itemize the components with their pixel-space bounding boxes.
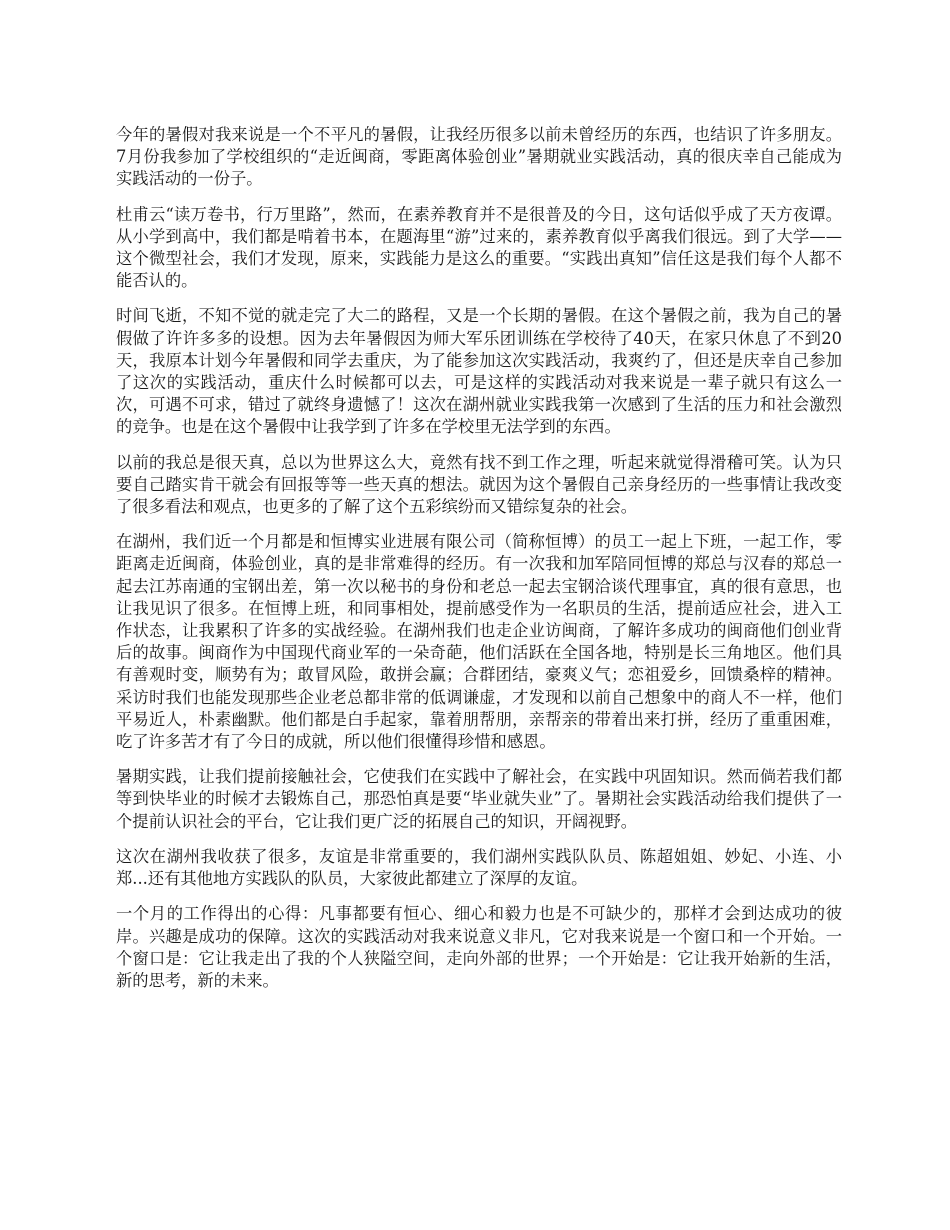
paragraph-7: 这次在湖州我收获了很多，友谊是非常重要的，我们湖州实践队队员、陈超姐姐、妙妃、小连、小郑...还有其他地方实践队的队员，大家彼此都建立了深厚的友谊。 [116, 846, 842, 889]
paragraph-4: 以前的我总是很天真，总以为世界这么大，竟然有找不到工作之理，听起来就觉得滑稽可笑。认为只要自己踏实肯干就会有回报等等一些天真的想法。就因为这个暑假自己亲身经历的一些事情让我改变了很多看法和观点，也更多的了解了这个五彩缤纷而又错综复杂的社会。 [116, 452, 842, 517]
document-body [116, 124, 842, 1005]
paragraph-2: 杜甫云“读万卷书，行万里路”，然而，在素养教育并不是很普及的今日，这句话似乎成了天方夜谭。从小学到高中，我们都是啃着书本，在题海里“游”过来的，素养教育似乎离我们很远。到了大学——这个微型社会，我们才发现，原来，实践能力是这么的重要。“实践出真知”信任这是我们每个人都不能否认的。 [116, 204, 842, 291]
paragraph-8: 一个月的工作得出的心得：凡事都要有恒心、细心和毅力也是不可缺少的，那样才会到达成功的彼岸。兴趣是成功的保障。这次的实践活动对我来说意义非凡，它对我来说是一个窗口和一个开始。一个窗口是：它让我走出了我的个人狭隘空间，走向外部的世界；一个开始是：它让我开始新的生活，新的思考，新的未来。 [116, 904, 842, 990]
paragraph-6: 暑期实践，让我们提前接触社会，它使我们在实践中了解社会，在实践中巩固知识。然而倘若我们都等到快毕业的时候才去锻炼自己，那恐怕真是要“毕业就失业”了。暑期社会实践活动给我们提供了一个提前认识社会的平台，它让我们更广泛的拓展自己的知识，开阔视野。 [116, 767, 842, 831]
paragraph-1: 今年的暑假对我来说是一个不平凡的暑假，让我经历很多以前未曾经历的东西，也结识了许多朋友。7月份我参加了学校组织的“走近闽商，零距离体验创业”暑期就业实践活动，真的很庆幸自己能成为实践活动的一份子。 [116, 125, 842, 189]
paragraph-5: 在湖州，我们近一个月都是和恒博实业进展有限公司（简称恒博）的员工一起上下班，一起工作，零距离走近闽商，体验创业，真的是非常难得的经历。有一次我和加军陪同恒博的郑总与汉春的郑总一起去江苏南通的宝钢出差，第一次以秘书的身份和老总一起去宝钢洽谈代理事宜，真的很有意思，也让我见识了很多。在恒博上班，和同事相处，提前感受作为一名职员的生活，提前适应社会，进入工作状态，让我累积了许多的实战经验。在湖州我们也走企业访闽商，了解许多成功的闽商他们创业背后的故事。闽商作为中国现代商业军的一朵奇葩，他们活跃在全国各地，特别是长三角地区。他们具有善观时变，顺势有为；敢冒风险，敢拼会赢；合群团结，豪爽义气；恋祖爱乡，回馈桑梓的精神。采访时我们也能发现那些企业老总都非常的低调谦虚，才发现和以前自己想象中的商人不一样，他们平易近人，朴素幽默。他们都是白手起家，靠着朋帮朋，亲帮亲的带着出来打拼，经历了重重困难，吃了许多苦才有了今日的成就，所以他们很懂得珍惜和感恩。 [116, 532, 842, 752]
paragraph-3: 时间飞逝，不知不觉的就走完了大二的路程，又是一个长期的暑假。在这个暑假之前，我为自己的暑假做了许许多多的设想。因为去年暑假因为师大军乐团训练在学校待了40天，在家只休息了不到20天，我原本计划今年暑假和同学去重庆，为了能参加这次实践活动，我爽约了，但还是庆幸自己参加了这次的实践活动，重庆什么时候都可以去，可是这样的实践活动对我来说是一辈子就只有这么一次，可遇不可求，错过了就终身遗憾了！这次在湖州就业实践我第一次感到了生活的压力和社会激烈的竞争。也是在这个暑假中让我学到了许多在学校里无法学到的东西。 [116, 306, 842, 437]
